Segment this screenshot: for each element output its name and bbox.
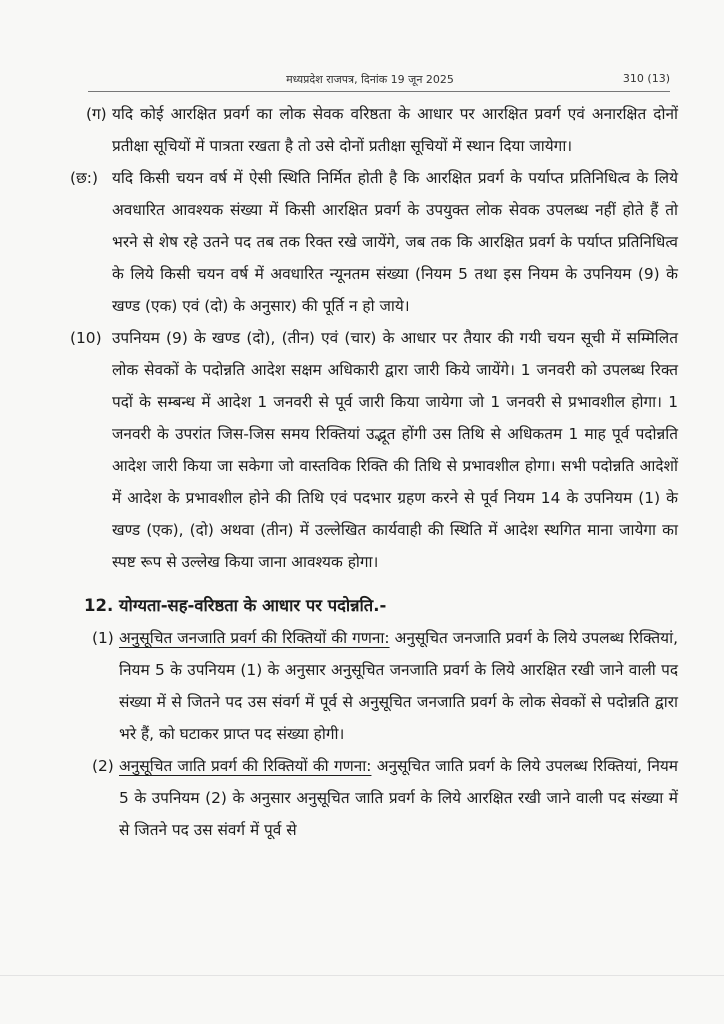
clause-text: यदि कोई आरक्षित प्रवर्ग का लोक सेवक वरिष्ठता के आधार पर आरक्षित प्रवर्ग एवं अनारक्षित दोनों प्रतीक्षा सूचियों में पात्रता रखता है तो उसे दोनों प्रतीक्षा सूचियों में स्थान दिया जायेगा। [112, 105, 678, 155]
section-12-item-1 [72, 622, 678, 750]
item-title: अनुसूचित जाति प्रवर्ग की रिक्तियों की गणना: [119, 757, 372, 775]
clause-g [72, 98, 678, 162]
page-number: 310 (13) [622, 72, 670, 85]
item-text: अनुसूचित जनजाति प्रवर्ग के लिये उपलब्ध रिक्तियां, नियम 5 के उपनियम (1) के अनुसार अनुसूचित जनजाति प्रवर्ग के लिये आरक्षित रखी जाने वाली पद संख्या में से जितने पद उस संवर्ग में पूर्व से अनुसूचित जनजाति प्रवर्ग के लोक सेवकों से पदोन्नति द्वारा भरे हैं, को घटाकर प्राप्त पद संख्या होगी। [119, 629, 678, 743]
page-header [70, 70, 670, 88]
subrule-label: (10) [70, 329, 102, 347]
item-label: (2) [92, 757, 114, 775]
subrule-10 [72, 322, 678, 578]
section-12-heading: 12. योग्यता-सह-वरिष्ठता के आधार पर पदोन्नति.- [84, 596, 387, 615]
subrule-text: उपनियम (9) के खण्ड (दो), (तीन) एवं (चार) के आधार पर तैयार की गयी चयन सूची में सम्मिलित लोक सेवकों के पदोन्नति आदेश सक्षम अधिकारी द्वारा जारी किये जायेंगे। 1 जनवरी को उपलब्ध रिक्त पदों के सम्बन्ध में आदेश 1 जनवरी से पूर्व जारी किया जायेगा जो 1 जनवरी से प्रभावशील होगा। 1 जनवरी के उपरांत जिस-जिस समय रिक्तियां उद्भूत होंगी उस तिथि से अधिकतम 1 माह पूर्व पदोन्नति आदेश जारी किया जा सकेगा जो वास्तविक रिक्ति की तिथि से प्रभावशील होगा। सभी पदोन्नति आदेशों में आदेश के प्रभावशील होने की तिथि एवं पदभार ग्रहण करने से पूर्व नियम 14 के उपनियम (1) के खण्ड (एक), (दो) अथवा (तीन) में उल्लेखित कार्यवाही की स्थिति में आदेश स्थगित माना जायेगा का स्पष्ट रूप से उल्लेख किया जाना आवश्यक होगा। [112, 329, 678, 571]
section-12-item-2 [72, 750, 678, 846]
clause-label: (छ:) [70, 169, 98, 187]
item-text: अनुसूचित जाति प्रवर्ग के लिये उपलब्ध रिक्तियां, नियम 5 के उपनियम (2) के अनुसार अनुसूचित जाति प्रवर्ग के लिये आरक्षित रखी जाने वाली पद संख्या में से जितने पद उस संवर्ग में पूर्व से [119, 757, 678, 839]
item-title: अनुसूचित जनजाति प्रवर्ग की रिक्तियों की गणना: [119, 629, 390, 647]
clause-chh [72, 162, 678, 322]
scan-edge [0, 975, 724, 976]
item-label: (1) [92, 629, 114, 647]
gazette-title: मध्यप्रदेश राजपत्र, दिनांक 19 जून 2025 [286, 73, 454, 86]
document-body [72, 98, 678, 846]
header-divider [88, 91, 670, 92]
clause-text: यदि किसी चयन वर्ष में ऐसी स्थिति निर्मित होती है कि आरक्षित प्रवर्ग के पर्याप्त प्रतिनिधित्व के लिये अवधारित आवश्यक संख्या में किसी आरक्षित प्रवर्ग के उपयुक्त लोक सेवक उपलब्ध नहीं होते हैं तो भरने से शेष रहे उतने पद तब तक रिक्त रखे जायेंगे, जब तक कि आरक्षित प्रवर्ग के पर्याप्त प्रतिनिधित्व के लिये किसी चयन वर्ष में अवधारित न्यूनतम संख्या (नियम 5 तथा इस नियम के उपनियम (9) के खण्ड (एक) एवं (दो) के अनुसार) की पूर्ति न हो जाये। [112, 169, 678, 315]
clause-label: (ग) [86, 105, 107, 123]
